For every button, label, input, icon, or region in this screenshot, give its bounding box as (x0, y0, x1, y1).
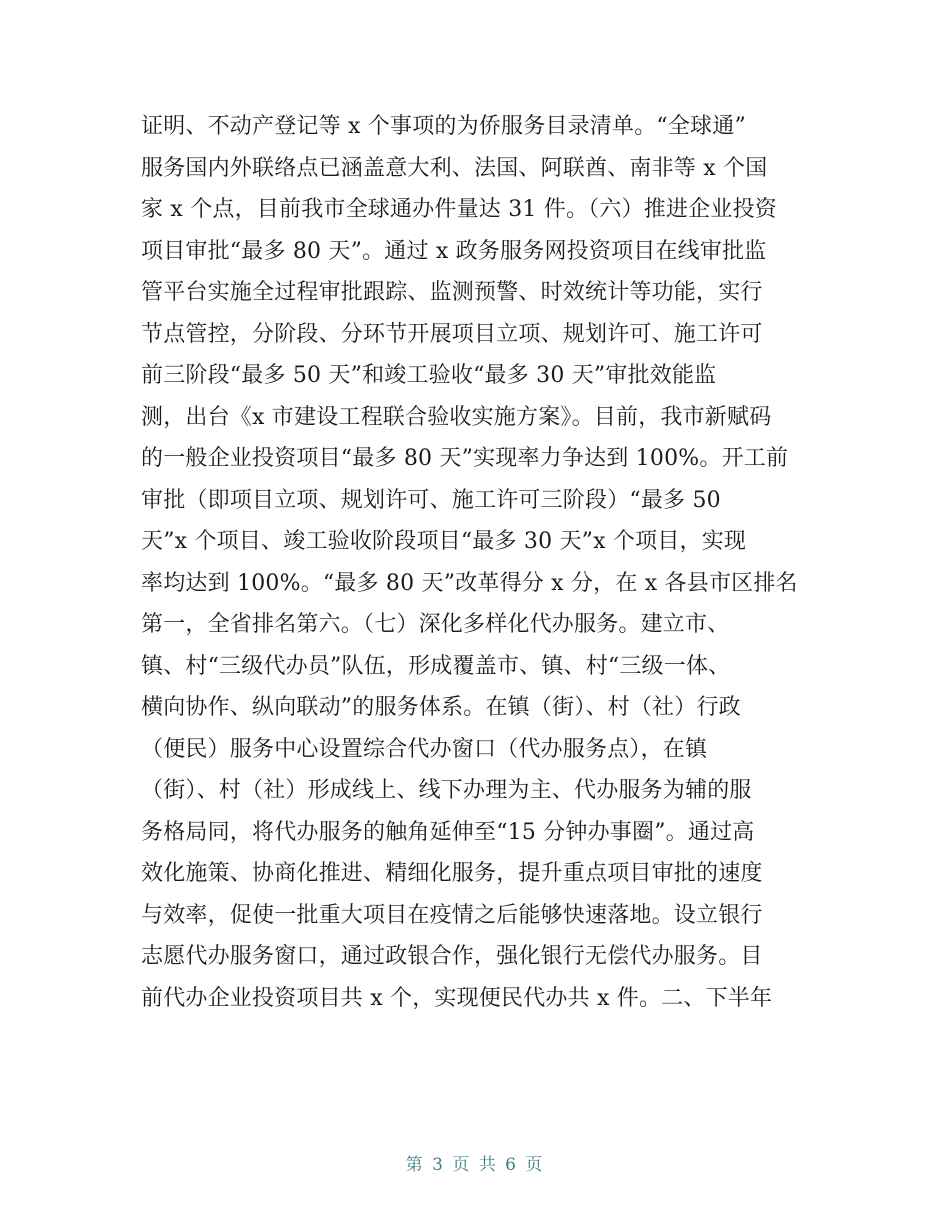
text-line: 项目审批“最多 80 天”。通过 x 政务服务网投资项目在线审批监 (141, 238, 767, 264)
body-text (141, 106, 821, 1019)
text-line: 证明、不动产登记等 x 个事项的为侨服务目录清单。“全球通” (141, 114, 746, 139)
text-line: 前代办企业投资项目共 x 个，实现便民代办共 x 件。二、下半年 (141, 985, 773, 1011)
text-line: 服务国内外联络点已涵盖意大利、法国、阿联酋、南非等 x 个国 (141, 155, 768, 181)
text-line: 节点管控，分阶段、分环节开展项目立项、规划许可、施工许可 (141, 321, 763, 347)
text-line: 前三阶段“最多 50 天”和竣工验收“最多 30 天”审批效能监 (141, 363, 717, 388)
text-line: 家 x 个点，目前我市全球通办件量达 31 件。（六）推进企业投资 (141, 197, 777, 222)
page-number-footer: 第 3 页 共 6 页 (405, 1155, 545, 1175)
text-line: 测，出台《x 市建设工程联合验收实施方案》。目前，我市新赋码 (141, 404, 772, 430)
text-line: 务格局同，将代办服务的触角延伸至“15 分钟办事圈”。通过高 (141, 819, 755, 845)
text-line: 志愿代办服务窗口，通过政银合作，强化银行无偿代办服务。目 (141, 944, 763, 969)
text-line: 的一般企业投资项目“最多 80 天”实现率力争达到 100%。开工前 (141, 446, 789, 471)
text-line: 效化施策、协商化推进、精细化服务，提升重点项目审批的速度 (141, 861, 763, 886)
text-line: 天”x 个项目、竣工验收阶段项目“最多 30 天”x 个项目，实现 (141, 529, 747, 554)
text-line: 镇、村“三级代办员”队伍，形成覆盖市、镇、村“三级一体、 (141, 653, 731, 679)
text-line: 与效率，促使一批重大项目在疫情之后能够快速落地。设立银行 (141, 902, 763, 928)
text-line: 管平台实施全过程审批跟踪、监测预警、时效统计等功能，实行 (141, 280, 763, 305)
text-line: 横向协作、纵向联动”的服务体系。在镇（街）、村（社）行政 (141, 695, 741, 720)
text-line: （便民）服务中心设置综合代办窗口（代办服务点），在镇 (141, 736, 708, 762)
text-line: （街）、村（社）形成线上、线下办理为主、代办服务为辅的服 (141, 778, 752, 803)
text-line: 审批（即项目立项、规划许可、施工许可三阶段）“最多 50 (141, 487, 721, 513)
text-line: 第一，全省排名第六。（七）深化多样化代办服务。建立市、 (141, 612, 730, 637)
text-line: 率均达到 100%。“最多 80 天”改革得分 x 分，在 x 各县市区排名 (141, 570, 798, 596)
